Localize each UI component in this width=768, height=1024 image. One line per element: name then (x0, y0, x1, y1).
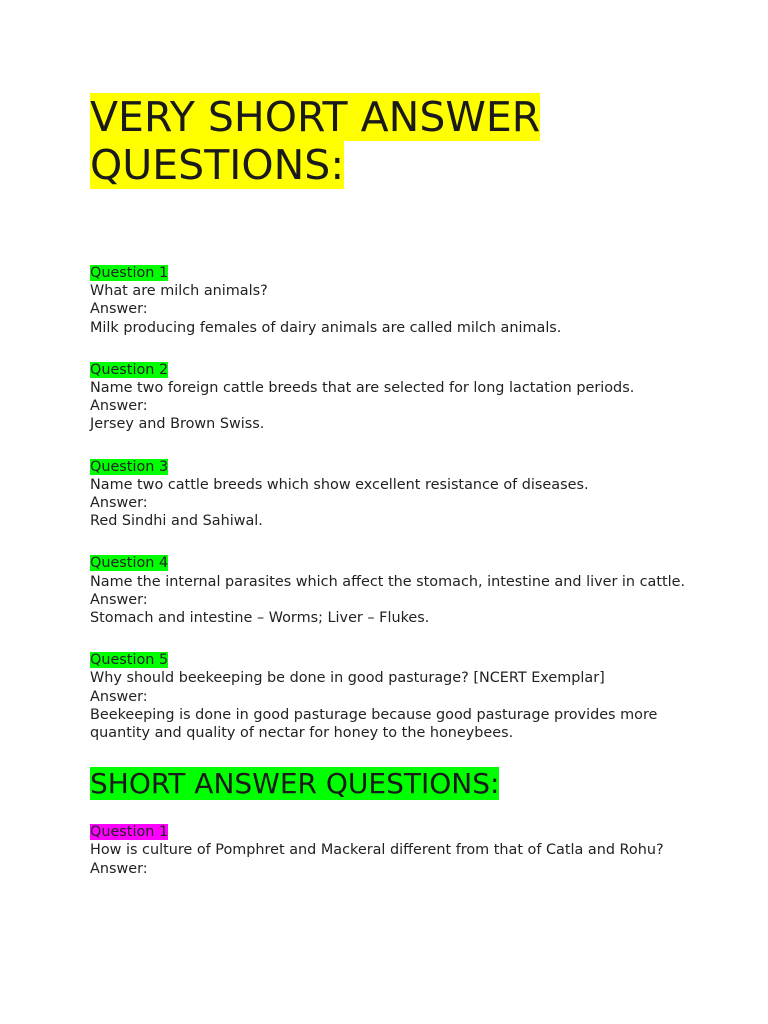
question-block-4 (90, 554, 690, 627)
answer-label: Answer: (90, 495, 148, 512)
question-text: Why should beekeeping be done in good pasturage? [NCERT Exemplar] (90, 670, 605, 687)
spacer (90, 742, 690, 766)
document-page (90, 93, 690, 878)
question-block-5 (90, 651, 690, 742)
heading-highlight: SHORT ANSWER QUESTIONS: (90, 767, 500, 801)
very-short-answer-heading (90, 93, 690, 189)
answer-label: Answer: (90, 860, 148, 877)
question-label: Question 3 (90, 458, 169, 475)
question-label: Question 1 (90, 824, 169, 841)
answer-label: Answer: (90, 688, 148, 705)
question-block-3 (90, 458, 690, 531)
question-text: How is culture of Pomphret and Mackeral different from that of Catla and Rohu? (90, 842, 664, 859)
spacer (90, 337, 690, 361)
question-text: What are milch animals? (90, 283, 268, 300)
answer-label: Answer: (90, 591, 148, 608)
answer-text: Stomach and intestine – Worms; Liver – Flukes. (90, 610, 430, 627)
question-text: Name the internal parasites which affect the stomach, intestine and liver in cattle. (90, 573, 686, 590)
answer-text: Milk producing females of dairy animals are called milch animals. (90, 319, 562, 336)
question-text: Name two foreign cattle breeds that are selected for long lactation periods. (90, 380, 635, 397)
spacer (90, 530, 690, 554)
question-label: Question 5 (90, 652, 169, 669)
question-label: Question 2 (90, 361, 169, 378)
answer-label: Answer: (90, 301, 148, 318)
question-label: Question 1 (90, 265, 169, 281)
short-answer-heading (90, 766, 690, 801)
question-text: Name two cattle breeds which show excellent resistance of diseases. (90, 476, 589, 493)
answer-text: Jersey and Brown Swiss. (90, 416, 265, 433)
heading-highlight: VERY SHORT ANSWER QUESTIONS: (90, 93, 541, 189)
answer-text: Red Sindhi and Sahiwal. (90, 513, 263, 530)
question-block-2 (90, 361, 690, 434)
spacer (90, 434, 690, 458)
short-question-block-1 (90, 823, 690, 878)
question-block-1 (90, 264, 690, 337)
answer-text: Beekeeping is done in good pasturage because good pasturage provides more quantity and quality of nectar for honey to the honeybees. (90, 706, 658, 742)
question-label: Question 4 (90, 555, 169, 572)
answer-label: Answer: (90, 398, 148, 415)
spacer (90, 801, 690, 823)
spacer (90, 627, 690, 651)
spacer (90, 189, 690, 264)
